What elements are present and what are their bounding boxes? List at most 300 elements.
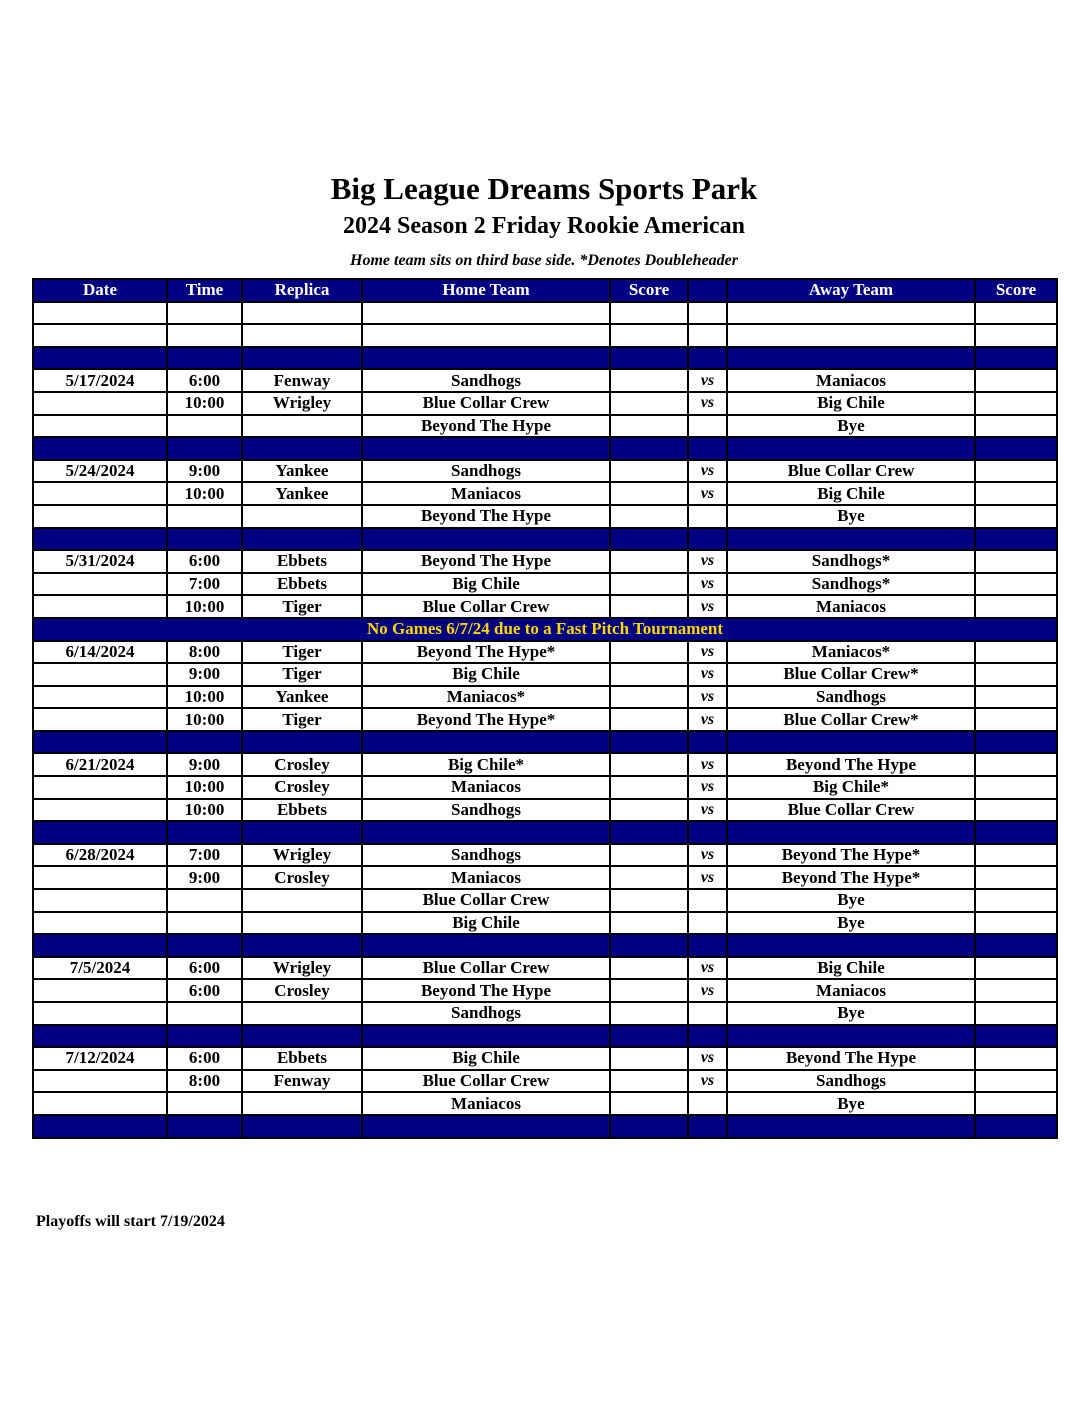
cell-home-team: Beyond The Hype* — [362, 641, 610, 664]
cell-away-team: Sandhogs* — [727, 550, 975, 573]
cell-vs: vs — [688, 641, 727, 664]
table-row — [33, 641, 1057, 664]
cell-time: 8:00 — [167, 1070, 242, 1093]
schedule-note: Home team sits on third base side. *Denotes Doubleheader — [350, 252, 738, 269]
cell-date: 5/24/2024 — [33, 460, 167, 483]
cell-replica: Tiger — [242, 595, 362, 618]
cell-home-score — [610, 912, 688, 935]
notice-row — [33, 618, 1057, 641]
table-row — [33, 392, 1057, 415]
cell-date — [33, 392, 167, 415]
cell-home-score — [610, 573, 688, 596]
cell-home-score — [610, 821, 688, 844]
cell-home-score — [610, 437, 688, 460]
cell-away-team: Bye — [727, 505, 975, 528]
cell-date — [33, 505, 167, 528]
cell-away-team — [727, 1025, 975, 1048]
cell-home-score — [610, 979, 688, 1002]
cell-away-team: Big Chile — [727, 957, 975, 980]
cell-home-score — [610, 595, 688, 618]
cell-home-score — [610, 663, 688, 686]
cell-vs: vs — [688, 550, 727, 573]
cell-home-score — [610, 844, 688, 867]
cell-home-score — [610, 482, 688, 505]
cell-away-team: Bye — [727, 1092, 975, 1115]
cell-away-team: Sandhogs* — [727, 573, 975, 596]
cell-home-team: Big Chile — [362, 573, 610, 596]
cell-home-team: Big Chile — [362, 1047, 610, 1070]
col-header-vs — [688, 279, 727, 302]
blank-row — [33, 324, 1057, 347]
cell-replica: Tiger — [242, 708, 362, 731]
cell-vs: vs — [688, 663, 727, 686]
cell-away-score — [975, 302, 1057, 325]
cell-away-team — [727, 1115, 975, 1138]
table-row — [33, 505, 1057, 528]
cell-home-score — [610, 1002, 688, 1025]
cell-home-team: Big Chile — [362, 663, 610, 686]
cell-away-team — [727, 731, 975, 754]
cell-vs: vs — [688, 686, 727, 709]
cell-home-team — [362, 1115, 610, 1138]
cell-away-team: Blue Collar Crew — [727, 799, 975, 822]
separator-row — [33, 934, 1057, 957]
cell-time: 7:00 — [167, 844, 242, 867]
cell-away-team: Bye — [727, 1002, 975, 1025]
cell-replica: Wrigley — [242, 392, 362, 415]
col-header-home-team: Home Team — [362, 279, 610, 302]
cell-home-team: Maniacos — [362, 482, 610, 505]
cell-time: 10:00 — [167, 595, 242, 618]
cell-away-score — [975, 979, 1057, 1002]
cell-home-team — [362, 302, 610, 325]
cell-home-score — [610, 753, 688, 776]
cell-date — [33, 912, 167, 935]
cell-home-team: Maniacos — [362, 776, 610, 799]
cell-replica: Yankee — [242, 460, 362, 483]
cell-time: 8:00 — [167, 641, 242, 664]
cell-replica — [242, 821, 362, 844]
cell-time — [167, 889, 242, 912]
cell-away-team: Big Chile — [727, 392, 975, 415]
cell-date — [33, 324, 167, 347]
cell-replica: Wrigley — [242, 844, 362, 867]
cell-vs — [688, 415, 727, 438]
cell-away-team: Bye — [727, 889, 975, 912]
table-row — [33, 912, 1057, 935]
cell-replica — [242, 347, 362, 370]
cell-replica — [242, 1025, 362, 1048]
cell-away-team: Blue Collar Crew* — [727, 663, 975, 686]
cell-vs — [688, 528, 727, 551]
col-header-replica: Replica — [242, 279, 362, 302]
cell-away-team: Maniacos — [727, 369, 975, 392]
cell-date — [33, 347, 167, 370]
cell-home-score — [610, 528, 688, 551]
separator-row — [33, 1025, 1057, 1048]
table-row — [33, 686, 1057, 709]
cell-home-score — [610, 889, 688, 912]
cell-away-team: Beyond The Hype* — [727, 844, 975, 867]
cell-date — [33, 979, 167, 1002]
cell-away-score — [975, 753, 1057, 776]
cell-away-team — [727, 437, 975, 460]
cell-replica: Yankee — [242, 482, 362, 505]
cell-replica — [242, 1115, 362, 1138]
col-header-away-score: Score — [975, 279, 1057, 302]
cell-replica: Crosley — [242, 866, 362, 889]
cell-home-team: Sandhogs — [362, 369, 610, 392]
cell-home-team — [362, 528, 610, 551]
col-header-time: Time — [167, 279, 242, 302]
cell-away-score — [975, 347, 1057, 370]
cell-vs: vs — [688, 369, 727, 392]
cell-date — [33, 1002, 167, 1025]
cell-vs: vs — [688, 460, 727, 483]
cell-time — [167, 731, 242, 754]
cell-date — [33, 889, 167, 912]
cell-home-team: Beyond The Hype* — [362, 708, 610, 731]
cell-time — [167, 1092, 242, 1115]
cell-home-team — [362, 1025, 610, 1048]
cell-home-score — [610, 866, 688, 889]
cell-home-score — [610, 1025, 688, 1048]
cell-away-score — [975, 1070, 1057, 1093]
cell-home-score — [610, 957, 688, 980]
cell-vs: vs — [688, 482, 727, 505]
cell-away-team: Maniacos — [727, 595, 975, 618]
cell-vs — [688, 821, 727, 844]
table-row — [33, 1002, 1057, 1025]
table-row — [33, 776, 1057, 799]
cell-date — [33, 595, 167, 618]
cell-vs — [688, 347, 727, 370]
cell-date — [33, 866, 167, 889]
playoffs-note: Playoffs will start 7/19/2024 — [36, 1213, 225, 1230]
cell-away-team: Bye — [727, 415, 975, 438]
cell-home-team: Blue Collar Crew — [362, 889, 610, 912]
cell-home-team — [362, 324, 610, 347]
cell-home-score — [610, 460, 688, 483]
cell-replica: Yankee — [242, 686, 362, 709]
cell-time — [167, 1025, 242, 1048]
cell-replica — [242, 889, 362, 912]
cell-date — [33, 821, 167, 844]
cell-replica — [242, 324, 362, 347]
cell-away-team: Blue Collar Crew* — [727, 708, 975, 731]
cell-date — [33, 1092, 167, 1115]
table-row — [33, 708, 1057, 731]
cell-replica: Crosley — [242, 753, 362, 776]
cell-time — [167, 437, 242, 460]
cell-replica: Fenway — [242, 1070, 362, 1093]
cell-home-score — [610, 1115, 688, 1138]
table-header-row — [33, 279, 1057, 302]
cell-replica — [242, 1092, 362, 1115]
cell-away-score — [975, 912, 1057, 935]
cell-time: 6:00 — [167, 1047, 242, 1070]
cell-vs — [688, 437, 727, 460]
cell-away-score — [975, 799, 1057, 822]
cell-away-score — [975, 934, 1057, 957]
table-row — [33, 595, 1057, 618]
cell-home-team: Big Chile — [362, 912, 610, 935]
table-row — [33, 844, 1057, 867]
cell-away-team: Beyond The Hype — [727, 753, 975, 776]
cell-home-score — [610, 934, 688, 957]
cell-away-score — [975, 573, 1057, 596]
cell-replica — [242, 912, 362, 935]
cell-replica: Ebbets — [242, 573, 362, 596]
cell-home-score — [610, 708, 688, 731]
cell-away-team — [727, 934, 975, 957]
cell-home-score — [610, 731, 688, 754]
cell-home-team: Blue Collar Crew — [362, 1070, 610, 1093]
table-row — [33, 957, 1057, 980]
cell-home-score — [610, 392, 688, 415]
cell-away-score — [975, 866, 1057, 889]
cell-away-score — [975, 460, 1057, 483]
cell-home-score — [610, 302, 688, 325]
cell-vs — [688, 912, 727, 935]
cell-away-score — [975, 505, 1057, 528]
cell-home-score — [610, 1092, 688, 1115]
separator-row — [33, 731, 1057, 754]
cell-replica — [242, 505, 362, 528]
cell-date: 5/31/2024 — [33, 550, 167, 573]
cell-away-score — [975, 437, 1057, 460]
cell-date — [33, 482, 167, 505]
col-header-date: Date — [33, 279, 167, 302]
cell-home-score — [610, 505, 688, 528]
cell-home-team: Maniacos — [362, 866, 610, 889]
cell-vs: vs — [688, 866, 727, 889]
cell-home-team: Sandhogs — [362, 844, 610, 867]
cell-replica: Tiger — [242, 663, 362, 686]
schedule-body — [33, 302, 1057, 1138]
cell-away-score — [975, 369, 1057, 392]
cell-away-score — [975, 686, 1057, 709]
cell-home-team: Beyond The Hype — [362, 979, 610, 1002]
cell-vs — [688, 1115, 727, 1138]
cell-date — [33, 934, 167, 957]
cell-away-score — [975, 392, 1057, 415]
table-row — [33, 753, 1057, 776]
cell-time: 6:00 — [167, 550, 242, 573]
cell-away-team: Sandhogs — [727, 686, 975, 709]
cell-vs: vs — [688, 1047, 727, 1070]
cell-away-team — [727, 528, 975, 551]
cell-away-score — [975, 708, 1057, 731]
cell-away-team: Maniacos* — [727, 641, 975, 664]
cell-date — [33, 1115, 167, 1138]
separator-row — [33, 347, 1057, 370]
cell-date: 6/21/2024 — [33, 753, 167, 776]
cell-home-score — [610, 776, 688, 799]
separator-row — [33, 528, 1057, 551]
cell-home-team: Blue Collar Crew — [362, 957, 610, 980]
cell-away-score — [975, 550, 1057, 573]
cell-vs: vs — [688, 573, 727, 596]
cell-time — [167, 912, 242, 935]
cell-away-score — [975, 957, 1057, 980]
cell-date: 7/5/2024 — [33, 957, 167, 980]
cell-date — [33, 708, 167, 731]
table-row — [33, 573, 1057, 596]
cell-away-team: Blue Collar Crew — [727, 460, 975, 483]
cell-time — [167, 415, 242, 438]
cell-vs — [688, 889, 727, 912]
cell-home-score — [610, 1070, 688, 1093]
cell-replica: Ebbets — [242, 550, 362, 573]
blank-row — [33, 302, 1057, 325]
cell-away-team: Maniacos — [727, 979, 975, 1002]
cell-replica — [242, 302, 362, 325]
cell-home-score — [610, 799, 688, 822]
cell-time — [167, 934, 242, 957]
cell-time: 9:00 — [167, 663, 242, 686]
cell-vs: vs — [688, 957, 727, 980]
table-row — [33, 799, 1057, 822]
cell-time: 10:00 — [167, 799, 242, 822]
table-row — [33, 482, 1057, 505]
cell-date — [33, 799, 167, 822]
cell-date — [33, 528, 167, 551]
cell-replica: Fenway — [242, 369, 362, 392]
cell-vs: vs — [688, 595, 727, 618]
cell-away-score — [975, 663, 1057, 686]
cell-date: 6/28/2024 — [33, 844, 167, 867]
cell-home-score — [610, 550, 688, 573]
cell-away-team: Bye — [727, 912, 975, 935]
cell-home-team — [362, 731, 610, 754]
cell-vs: vs — [688, 776, 727, 799]
cell-date — [33, 437, 167, 460]
cell-home-score — [610, 641, 688, 664]
separator-row — [33, 437, 1057, 460]
cell-date — [33, 731, 167, 754]
cell-replica — [242, 1002, 362, 1025]
cell-away-team: Beyond The Hype — [727, 1047, 975, 1070]
cell-away-score — [975, 528, 1057, 551]
cell-vs: vs — [688, 392, 727, 415]
cell-away-score — [975, 776, 1057, 799]
cell-replica — [242, 528, 362, 551]
cell-vs — [688, 302, 727, 325]
schedule-table — [32, 278, 1058, 1139]
cell-home-team: Sandhogs — [362, 1002, 610, 1025]
cell-time: 7:00 — [167, 573, 242, 596]
cell-time: 6:00 — [167, 979, 242, 1002]
cell-time: 6:00 — [167, 957, 242, 980]
cell-home-team: Sandhogs — [362, 460, 610, 483]
cell-home-team: Sandhogs — [362, 799, 610, 822]
cell-home-score — [610, 1047, 688, 1070]
separator-row — [33, 821, 1057, 844]
cell-time — [167, 347, 242, 370]
table-row — [33, 1070, 1057, 1093]
cell-away-team — [727, 347, 975, 370]
table-row — [33, 866, 1057, 889]
cell-vs — [688, 505, 727, 528]
cell-time: 9:00 — [167, 753, 242, 776]
table-row — [33, 979, 1057, 1002]
cell-date: 5/17/2024 — [33, 369, 167, 392]
cell-away-score — [975, 1002, 1057, 1025]
cell-home-team: Beyond The Hype — [362, 505, 610, 528]
cell-time: 9:00 — [167, 460, 242, 483]
cell-away-score — [975, 595, 1057, 618]
cell-away-score — [975, 1025, 1057, 1048]
cell-away-score — [975, 641, 1057, 664]
cell-vs — [688, 324, 727, 347]
cell-time: 10:00 — [167, 776, 242, 799]
cell-time — [167, 324, 242, 347]
cell-time: 9:00 — [167, 866, 242, 889]
cell-date — [33, 415, 167, 438]
cell-away-team: Beyond The Hype* — [727, 866, 975, 889]
cell-home-team — [362, 437, 610, 460]
table-row — [33, 663, 1057, 686]
cell-away-score — [975, 324, 1057, 347]
cell-time — [167, 505, 242, 528]
cell-date: 6/14/2024 — [33, 641, 167, 664]
cell-home-score — [610, 686, 688, 709]
table-row — [33, 415, 1057, 438]
cell-away-score — [975, 821, 1057, 844]
cell-home-team: Maniacos — [362, 1092, 610, 1115]
cell-away-score — [975, 844, 1057, 867]
cell-replica: Ebbets — [242, 1047, 362, 1070]
cell-home-score — [610, 324, 688, 347]
cell-time — [167, 528, 242, 551]
cell-away-score — [975, 731, 1057, 754]
cell-time: 10:00 — [167, 708, 242, 731]
cell-vs: vs — [688, 979, 727, 1002]
cell-date: 7/12/2024 — [33, 1047, 167, 1070]
cell-replica: Tiger — [242, 641, 362, 664]
cell-vs — [688, 934, 727, 957]
table-row — [33, 460, 1057, 483]
cell-replica: Crosley — [242, 776, 362, 799]
cell-time: 10:00 — [167, 686, 242, 709]
cell-away-score — [975, 1047, 1057, 1070]
table-row — [33, 550, 1057, 573]
cell-date — [33, 663, 167, 686]
table-row — [33, 1092, 1057, 1115]
cell-away-score — [975, 482, 1057, 505]
cell-away-score — [975, 889, 1057, 912]
cell-time — [167, 302, 242, 325]
notice-text: No Games 6/7/24 due to a Fast Pitch Tournament — [33, 618, 1057, 641]
cell-away-score — [975, 1092, 1057, 1115]
cell-vs: vs — [688, 708, 727, 731]
cell-home-team: Beyond The Hype — [362, 415, 610, 438]
cell-home-team: Maniacos* — [362, 686, 610, 709]
cell-replica — [242, 415, 362, 438]
cell-home-team — [362, 347, 610, 370]
cell-time — [167, 821, 242, 844]
cell-home-team: Blue Collar Crew — [362, 392, 610, 415]
cell-home-team — [362, 934, 610, 957]
separator-row — [33, 1115, 1057, 1138]
cell-home-team: Big Chile* — [362, 753, 610, 776]
cell-replica: Crosley — [242, 979, 362, 1002]
cell-home-score — [610, 369, 688, 392]
table-row — [33, 369, 1057, 392]
cell-away-score — [975, 1115, 1057, 1138]
cell-away-team: Big Chile — [727, 482, 975, 505]
